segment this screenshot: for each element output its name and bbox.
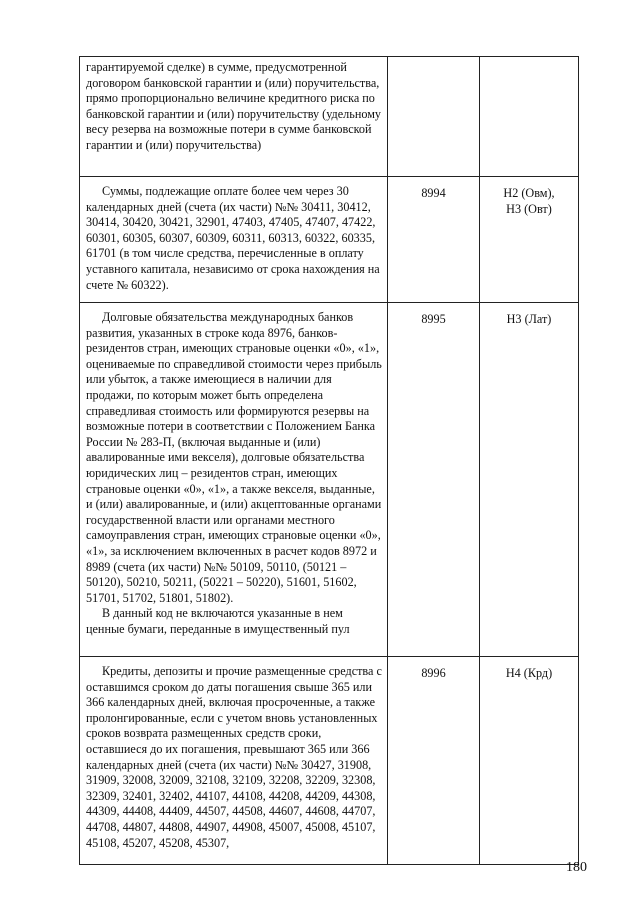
norm-label: Н2 (Овм),	[503, 186, 555, 200]
table-row	[80, 303, 579, 657]
description-paragraph: Долговые обязательства международных банков развития, указанных в строке кода 8976, банков-резидентов стран, имеющих страновые оценки «0», «1», оцениваемые по справедливой стоимости через прибыль или убыток, а также имеющиеся в наличии для продажи, по которым может быть определена справедливая стоимость или формируются резервы на возможные потери в соответствии с Положением Банка России № 283-П, (включая выданные и (или) авалированные ими векселя), долговые обязательства юридических лиц – резидентов стран, имеющих страновые оценки «0», «1», а также векселя, выданные, и (или) авалированные, и (или) акцептованные органами государственной власти или органами местного самоуправления стран, имеющих страновые оценки «0», «1», за исключением включенных в расчет кодов 8972 и 8989 (счета (их части) №№ 50109, 50110, (50121 – 50120), 50210, 50211, (50221 – 50220), 51601, 51602, 51701, 51702, 51801, 51802).	[86, 310, 382, 605]
norm-cell	[480, 303, 579, 657]
norm-label: Н3 (Лат)	[506, 312, 552, 326]
description-paragraph: Кредиты, депозиты и прочие размещенные средства с оставшимся сроком до даты погашения свыше 365 или 366 календарных дней, включая просроченные, а также пролонгированные, если с учетом вновь установленных сроков возврата размещенных средств сроки, оставшиеся до их погашения, превышают 365 или 366 календарных дней (счета (их части) №№ 30427, 31908, 31909, 32008, 32009, 32108, 32109, 32208, 32209, 32308, 32309, 32401, 32402, 44107, 44108, 44208, 44209, 44308, 44309, 44408, 44409, 44507, 44508, 44607, 44608, 44707, 44708, 44807, 44808, 44907, 44908, 45007, 45008, 45107, 45108, 45207, 45208, 45307,	[86, 664, 382, 850]
norm-cell	[480, 657, 579, 865]
code-cell: 8994	[388, 177, 480, 303]
description-cell	[80, 657, 388, 865]
description-cell	[80, 57, 388, 177]
norm-cell	[480, 177, 579, 303]
norm-label: Н4 (Крд)	[505, 666, 553, 680]
description-cell	[80, 303, 388, 657]
code-cell: 8995	[388, 303, 480, 657]
norm-label: Н3 (Овт)	[506, 201, 552, 216]
norm-cell	[480, 57, 579, 177]
description-paragraph: гарантируемой сделке) в сумме, предусмотренной договором банковской гарантии и (или) поручительства, прямо пропорционально величине кредитного риска по банковской гарантии и (или) поручительству (удельному весу резерва на возможные потери в сумме банковской гарантии и (или) поручительства)	[86, 60, 382, 152]
page-number: 180	[566, 860, 587, 875]
code-cell: 8996	[388, 657, 480, 865]
table-row	[80, 657, 579, 865]
norms-table	[79, 56, 579, 865]
table-row	[80, 57, 579, 177]
code-cell	[388, 57, 480, 177]
table-row	[80, 177, 579, 303]
description-paragraph: Суммы, подлежащие оплате более чем через 30 календарных дней (счета (их части) №№ 30411, 30412, 30414, 30420, 30421, 32901, 47403, 47405, 47407, 47422, 60301, 60305, 60307, 60309, 60311, 60313, 60322, 60335, 61701 (в том числе средства, перечисленные в оплату уставного капитала, независимо от срока нахождения на счете № 60322).	[86, 184, 380, 292]
description-cell	[80, 177, 388, 303]
description-paragraph: В данный код не включаются указанные в нем ценные бумаги, переданные в имущественный пул	[86, 606, 350, 636]
